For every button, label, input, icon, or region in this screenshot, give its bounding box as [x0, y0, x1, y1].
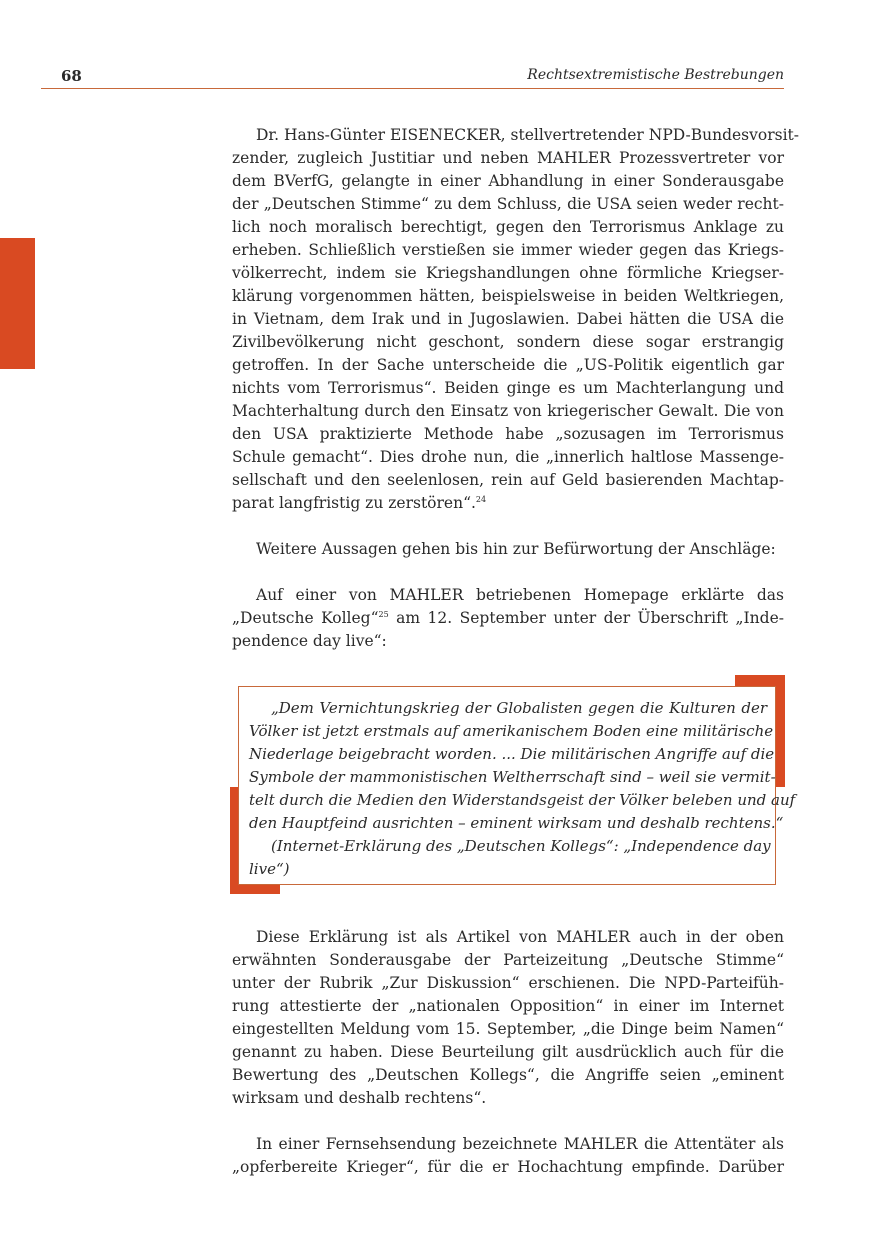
text-line: Schule gemacht“. Dies drohe nun, die „innerlich haltlose Massenge-: [232, 448, 784, 466]
text-line: dem BVerfG, gelangte in einer Abhandlung in einer Sonderausgabe: [232, 172, 784, 190]
text-line-content: „Deutsche Kolleg“: [232, 609, 379, 627]
text-line: eingestellten Meldung vom 15. September, „die Dinge beim Namen“: [232, 1020, 784, 1038]
quote-source-line: live“): [249, 860, 290, 878]
text-line-content: parat langfristig zu zerstören“.: [232, 494, 476, 512]
text-line: Auf einer von MAHLER betriebenen Homepage erklärte das: [256, 586, 784, 604]
text-line: pendence day live“:: [232, 632, 387, 650]
quote-line: telt durch die Medien den Widerstandsgeist der Völker beleben und auf: [249, 791, 796, 809]
text-line: sellschaft und den seelenlosen, rein auf Geld basierenden Machtap-: [232, 471, 784, 489]
paragraph-weitere-aussagen: [232, 538, 784, 561]
text-line: „opferbereite Krieger“, für die er Hochachtung empfinde. Darüber: [232, 1158, 784, 1176]
text-line-content: am 12. September unter der Überschrift „Inde-: [388, 609, 784, 627]
quote-source-line: (Internet-Erklärung des „Deutschen Kollegs“: „Independence day: [271, 837, 771, 855]
text-line: genannt zu haben. Diese Beurteilung gilt ausdrücklich auch für die: [232, 1043, 784, 1061]
text-line: rung attestierte der „nationalen Opposition“ in einer im Internet: [232, 997, 784, 1015]
text-line: der „Deutschen Stimme“ zu dem Schluss, die USA seien weder recht-: [232, 195, 784, 213]
text-line: klärung vorgenommen hätten, beispielsweise in beiden Weltkriegen,: [232, 287, 784, 305]
quote-line: Symbole der mammonistischen Weltherrschaft sind – weil sie vermit-: [249, 768, 776, 786]
text-line: Machterhaltung durch den Einsatz von kriegerischer Gewalt. Die von: [232, 402, 784, 420]
paragraph-homepage: [232, 584, 784, 653]
text-line: Zivilbevölkerung nicht geschont, sondern diese sogar erstrangig: [232, 333, 784, 351]
paragraph-erklaerung: [232, 926, 784, 1110]
quote-line: Niederlage beigebracht worden. ... Die militärischen Angriffe auf die: [249, 745, 775, 763]
quote-box: [238, 686, 796, 885]
text-line: erheben. Schließlich verstießen sie immer wieder gegen das Kriegs-: [232, 241, 784, 259]
footnote-marker: 25: [378, 610, 389, 619]
text-line: völkerrecht, indem sie Kriegshandlungen ohne förmliche Kriegser-: [232, 264, 784, 282]
text-line: Dr. Hans-Günter EISENECKER, stellvertretender NPD-Bundesvorsit-: [256, 126, 799, 144]
text-line: unter der Rubrik „Zur Diskussion“ erschienen. Die NPD-Parteifüh-: [232, 974, 784, 992]
text-line: wirksam und deshalb rechtens“.: [232, 1089, 487, 1107]
page-number: 68: [61, 67, 82, 85]
text-line: erwähnten Sonderausgabe der Parteizeitung „Deutsche Stimme“: [232, 951, 784, 969]
text-line: Bewertung des „Deutschen Kollegs“, die Angriffe seien „eminent: [232, 1066, 784, 1084]
text-line: Diese Erklärung ist als Artikel von MAHLER auch in der oben: [256, 928, 784, 946]
quote-line: „Dem Vernichtungskrieg der Globalisten gegen die Kulturen der: [271, 699, 767, 717]
running-title: Rechtsextremistische Bestrebungen: [527, 67, 784, 83]
text-line: In einer Fernsehsendung bezeichnete MAHLER die Attentäter als: [256, 1135, 784, 1153]
text-line: getroffen. In der Sache unterscheide die „US-Politik eigentlich gar: [232, 356, 784, 374]
page-header: [41, 64, 784, 89]
paragraph-fernsehsendung: [232, 1133, 784, 1179]
chapter-side-tab: [0, 238, 35, 369]
quote-text: [249, 697, 796, 881]
text-line: [232, 492, 784, 515]
text-line: zender, zugleich Justitiar und neben MAHLER Prozessvertreter vor: [232, 149, 784, 167]
text-line: nichts vom Terrorismus“. Beiden ginge es um Machterlangung und: [232, 379, 784, 397]
footnote-marker: 24: [475, 495, 487, 504]
text-line: den USA praktizierte Methode habe „sozusagen im Terrorismus: [232, 425, 784, 443]
text-line: [232, 607, 784, 630]
paragraph-eisenecker: [232, 124, 799, 515]
text-line: Weitere Aussagen gehen bis hin zur Befürwortung der Anschläge:: [256, 540, 776, 558]
text-line: lich noch moralisch berechtigt, gegen den Terrorismus Anklage zu: [232, 218, 784, 236]
quote-line: den Hauptfeind ausrichten – eminent wirksam und deshalb rechtens.“: [249, 814, 784, 832]
text-line: in Vietnam, dem Irak und in Jugoslawien. Dabei hätten die USA die: [232, 310, 784, 328]
quote-line: Völker ist jetzt erstmals auf amerikanischem Boden eine militärische: [249, 722, 774, 740]
